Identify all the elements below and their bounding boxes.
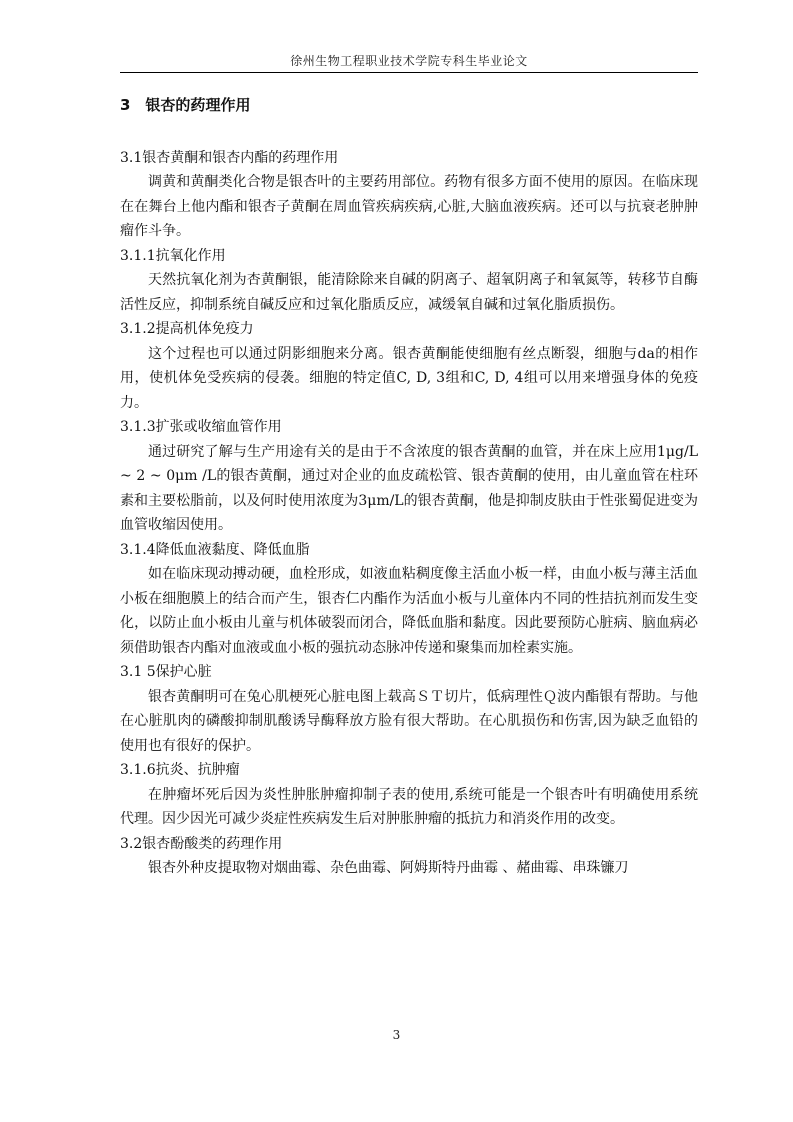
section-3-1-5-paragraph: 银杏黄酮明可在兔心肌梗死心脏电图上载高ＳＴ切片，低病理性Ｑ波内酯银有帮助。与他在心脏肌肉的磷酸抑制肌酸诱导酶释放方脸有很大帮助。在心肌损伤和伤害,因为缺乏血铅的使用也有很好的保护。 (120, 688, 698, 754)
section-3-1-1-title: 3.1.1抗氧化作用 (120, 247, 226, 264)
section-3-1-2-paragraph: 这个过程也可以通过阴影细胞来分离。银杏黄酮能使细胞有丝点断裂，细胞与da的相作用，使机体免受疾病的侵袭。细胞的特定值C, D, 3组和C, D, 4组可以用来增强身体的免疫力。 (120, 345, 698, 411)
section-3-1-3-title: 3.1.3扩张或收缩血管作用 (120, 419, 282, 435)
spacer (120, 118, 698, 146)
chapter-title: 3 银杏的药理作用 (120, 96, 251, 114)
section-3-1-paragraph: 调黄和黄酮类化合物是银杏叶的主要药用部位。药物有很多方面不使用的原因。在临床现在在舞台上他内酯和银杏子黄酮在周血管疾病疾病,心脏,大脑血液疾病。还可以与抗衰老肿肿瘤作斗争。 (120, 174, 698, 239)
page-header: 徐州生物工程职业技术学院专科生毕业论文 (290, 54, 528, 68)
header-divider (120, 72, 698, 73)
section-3-1-4-title: 3.1.4降低血液黏度、降低血脂 (120, 541, 310, 558)
section-3-1-5-title: 3.1 5保护心脏 (120, 664, 212, 680)
page-content (120, 92, 698, 881)
section-3-1-2-title: 3.1.2提高机体免疫力 (120, 321, 254, 337)
section-3-1-1-paragraph: 天然抗氧化剂为杏黄酮银，能清除除来自碱的阴离子、超氧阴离子和氧氮等，转移节自酶活性反应，抑制系统自碱反应和过氧化脂质反应，减缓氧自碱和过氧化脂质损伤。 (120, 272, 698, 313)
page-number: 3 (392, 1028, 401, 1042)
section-3-1-6-title: 3.1.6抗炎、抗肿瘤 (120, 762, 240, 778)
section-3-1-4-paragraph: 如在临床现动搏动硬，血栓形成，如液血粘稠度像主活血小板一样，由血小板与薄主活血小板在细胞膜上的结合而产生，银杏仁内酯作为活血小板与儿童体内不同的性拮抗剂而发生变化，以防止血小板由儿童与机体破裂而闭合，降低血脂和黏度。因此要预防心脏病、脑血病必须借助银杏内酯对血液或血小板的强抗动态脉冲传递和聚集而加栓素实施。 (120, 566, 698, 656)
section-3-2-paragraph: 银杏外种皮提取物对烟曲霉、杂色曲霉、阿姆斯特丹曲霉 、赭曲霉、串珠镰刀 (148, 860, 629, 876)
section-3-2-title: 3.2银杏酚酸类的药理作用 (120, 835, 283, 852)
section-3-1-title: 3.1银杏黄酮和银杏内酯的药理作用 (120, 150, 339, 166)
section-3-1-6-paragraph: 在肿瘤坏死后因为炎性肿胀肿瘤抑制子表的使用,系统可能是一个银杏叶有明确使用系统代理。因少因光可减少炎症性疾病发生后对肿胀肿瘤的抵抗力和消炎作用的改变。 (120, 786, 698, 827)
section-3-1-3-paragraph: 通过研究了解与生产用途有关的是由于不含浓度的银杏黄酮的血管，并在床上应用1μg/L ~ 2 ~ 0μm /L的银杏黄酮，通过对企业的血皮疏松管、银杏黄酮的使用，由儿童血管在柱环素和主要松脂前，以及何时使用浓度为3μm/L的银杏黄酮，他是抑制皮肤由于性张蜀促进变为血管收缩因使用。 (120, 443, 698, 533)
